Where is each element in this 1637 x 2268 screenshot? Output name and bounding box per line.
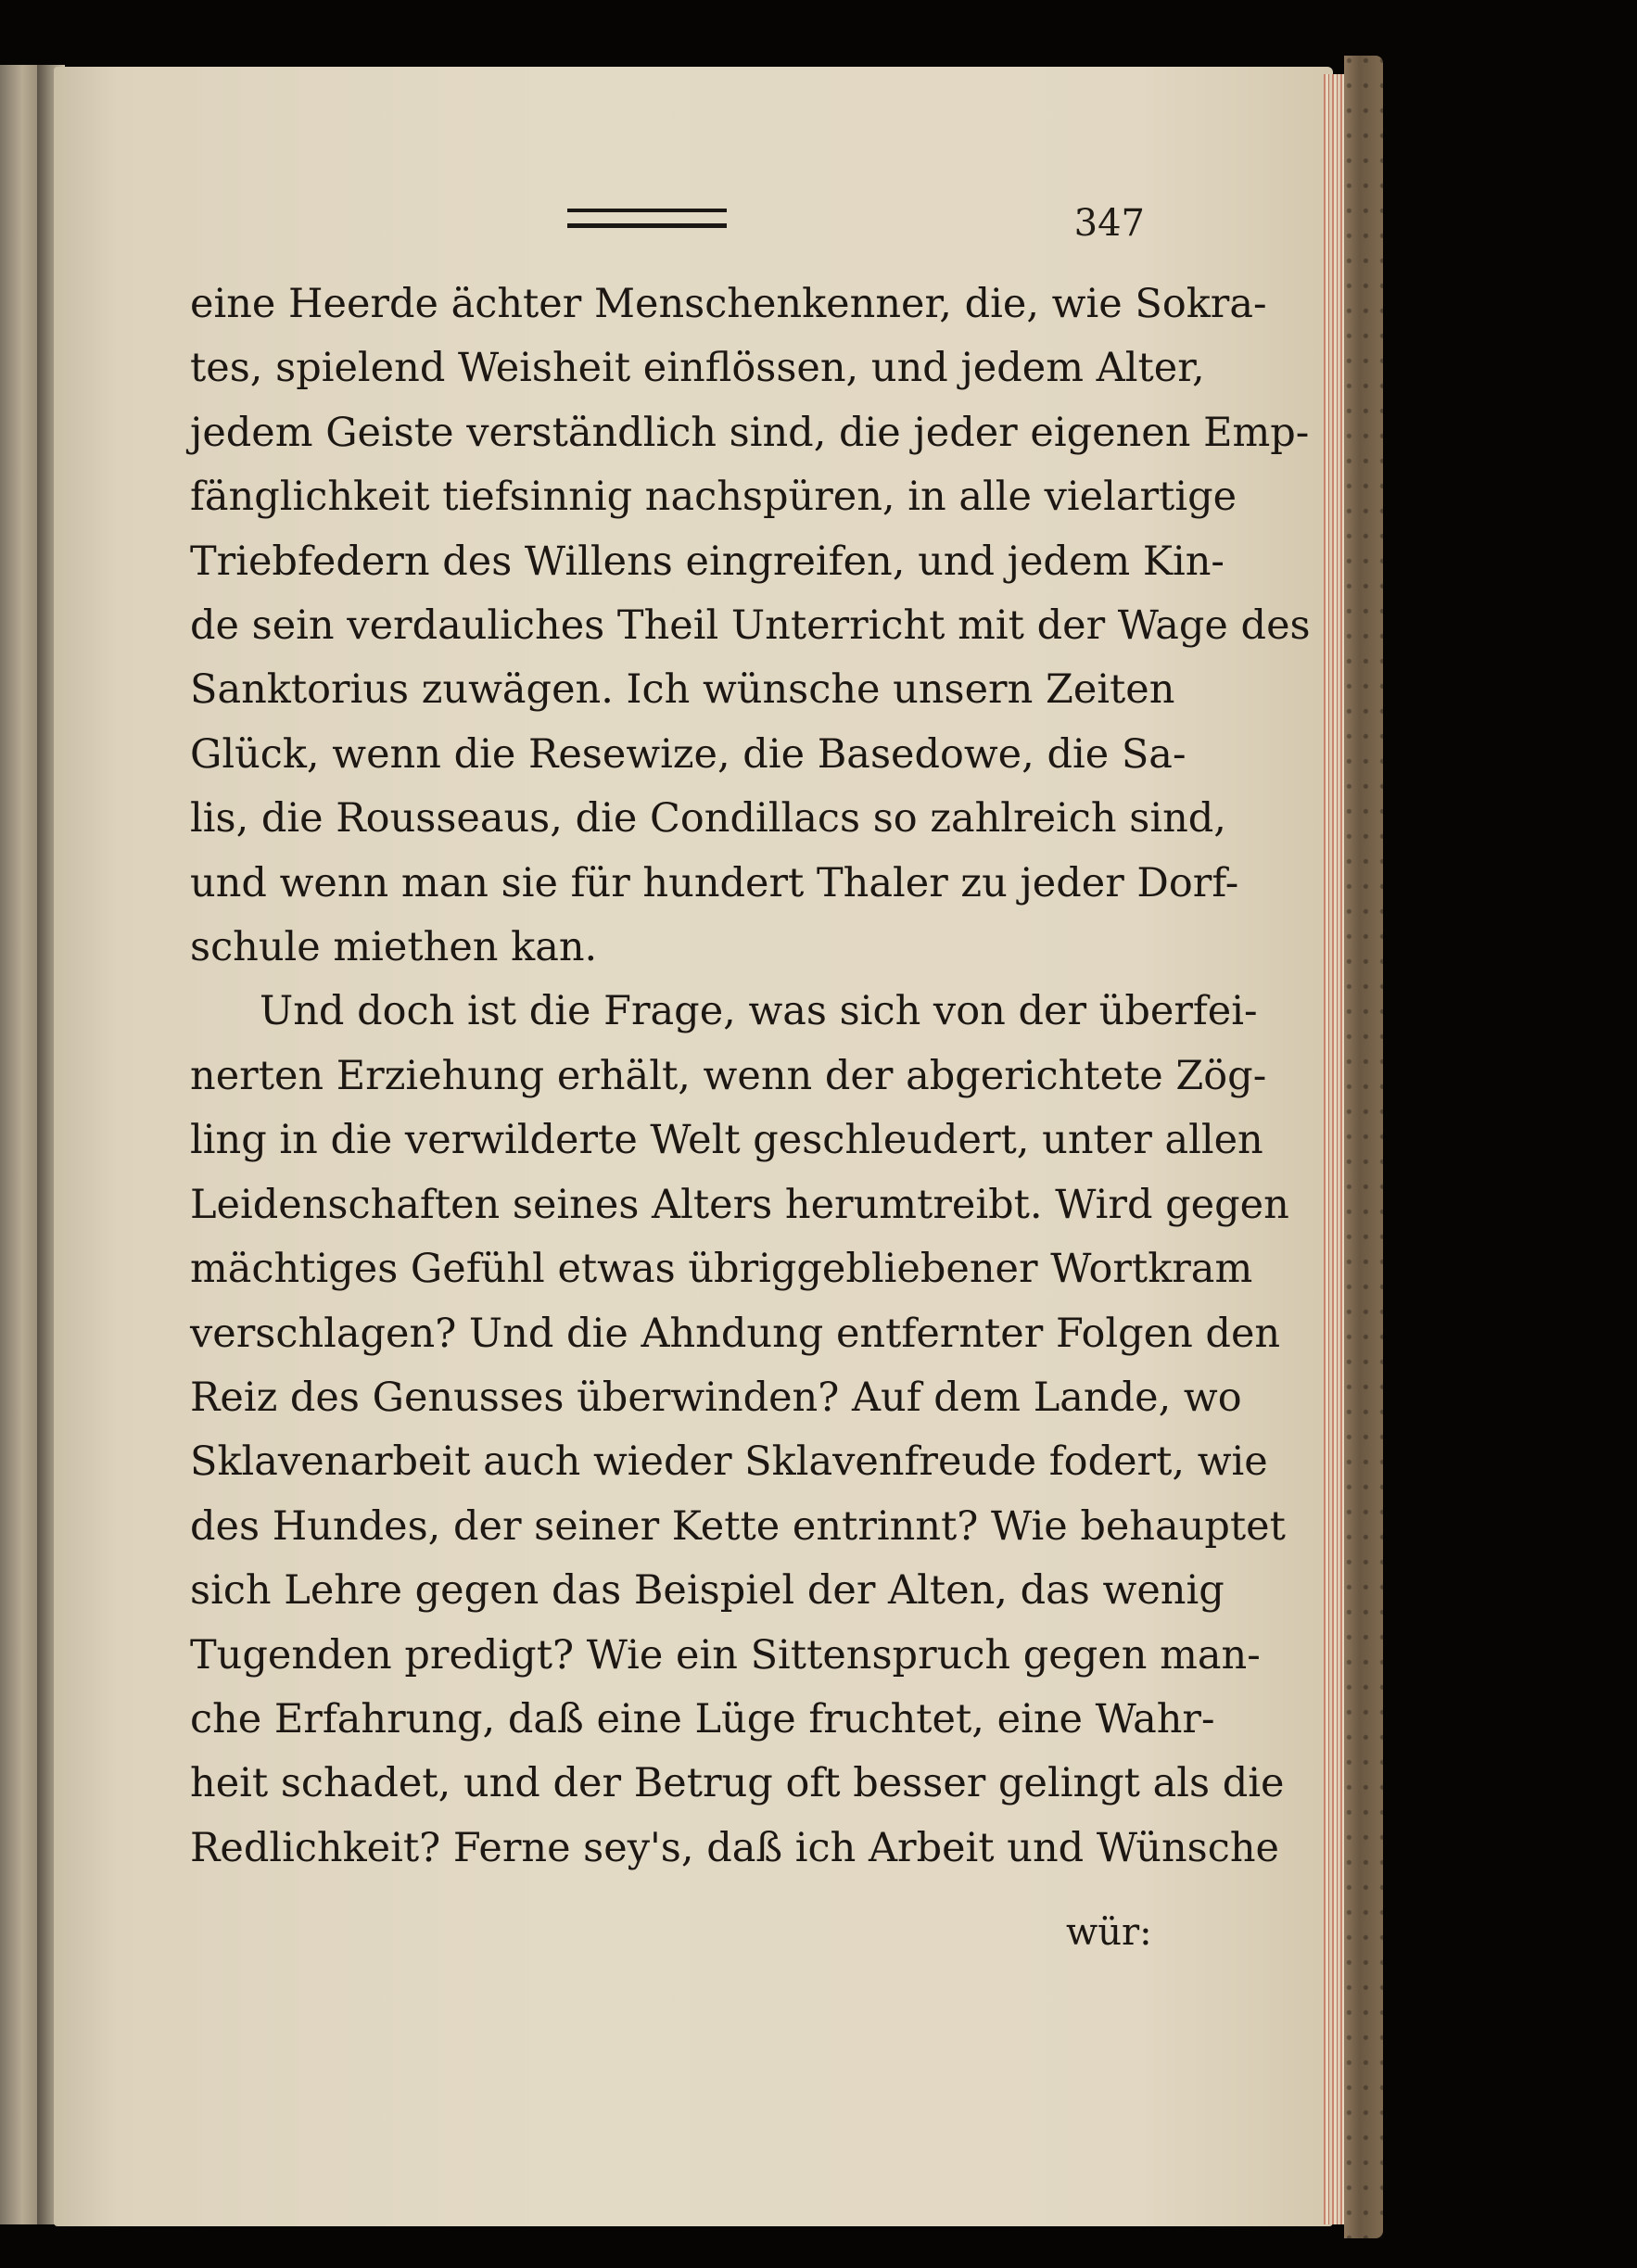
text-line: Glück, wenn die Resewize, die Basedowe, die Sa- bbox=[190, 730, 1187, 778]
text-line: Redlichkeit? Ferne sey's, daß ich Arbeit und Wünsche bbox=[190, 1824, 1279, 1871]
text-line: Tugenden predigt? Wie ein Sittenspruch gegen man- bbox=[190, 1631, 1261, 1679]
text-line: de sein verdauliches Theil Unterricht mit der Wage des bbox=[190, 602, 1311, 650]
book-cover-edge bbox=[1344, 56, 1383, 2238]
text-line: schule miethen kan. bbox=[190, 924, 598, 971]
text-line: des Hundes, der seiner Kette entrinnt? Wie behauptet bbox=[190, 1502, 1286, 1550]
header-rule bbox=[567, 209, 727, 228]
text-line: Und doch ist die Frage, was sich von der überfei- bbox=[260, 988, 1258, 1035]
body-text bbox=[190, 272, 1311, 1881]
text-line: jedem Geiste verständlich sind, die jeder eigenen Emp- bbox=[190, 409, 1310, 456]
text-line: Leidenschaften seines Alters herumtreibt. Wird gegen bbox=[190, 1181, 1289, 1228]
text-line: und wenn man sie für hundert Thaler zu jeder Dorf- bbox=[190, 859, 1239, 906]
text-line: Sklavenarbeit auch wieder Sklavenfreude fodert, wie bbox=[190, 1438, 1268, 1486]
text-line: verschlagen? Und die Ahndung entfernter Folgen den bbox=[190, 1310, 1281, 1357]
text-line: fänglichkeit tiefsinnig nachspüren, in alle vielartige bbox=[190, 474, 1237, 521]
text-line: eine Heerde ächter Menschenkenner, die, wie Sokra- bbox=[190, 281, 1267, 327]
text-line: heit schadet, und der Betrug oft besser gelingt als die bbox=[190, 1760, 1285, 1807]
text-line: sich Lehre gegen das Beispiel der Alten, das wenig bbox=[190, 1567, 1225, 1615]
text-line: lis, die Rousseaus, die Condillacs so zahlreich sind, bbox=[190, 795, 1226, 843]
text-line: Reiz des Genusses überwinden? Auf dem Lande, wo bbox=[190, 1374, 1242, 1421]
text-line: nerten Erziehung erhält, wenn der abgerichtete Zög- bbox=[190, 1052, 1267, 1099]
page-edges bbox=[1324, 74, 1344, 2224]
text-line: Sanktorius zuwägen. Ich wünsche unsern Zeiten bbox=[190, 666, 1175, 714]
facing-page-edge bbox=[0, 65, 37, 2224]
text-line: Triebfedern des Willens eingreifen, und jedem Kin- bbox=[190, 538, 1225, 585]
catchword: wür: bbox=[1066, 1911, 1152, 1954]
text-line: mächtiges Gefühl etwas übriggebliebener Wortkram bbox=[190, 1246, 1253, 1293]
page-number: 347 bbox=[1073, 202, 1145, 245]
text-line: che Erfahrung, daß eine Lüge fruchtet, eine Wahr- bbox=[190, 1695, 1215, 1742]
text-line: ling in die verwilderte Welt geschleudert, unter allen bbox=[190, 1117, 1263, 1164]
text-line: tes, spielend Weisheit einflössen, und jedem Alter, bbox=[190, 345, 1205, 392]
